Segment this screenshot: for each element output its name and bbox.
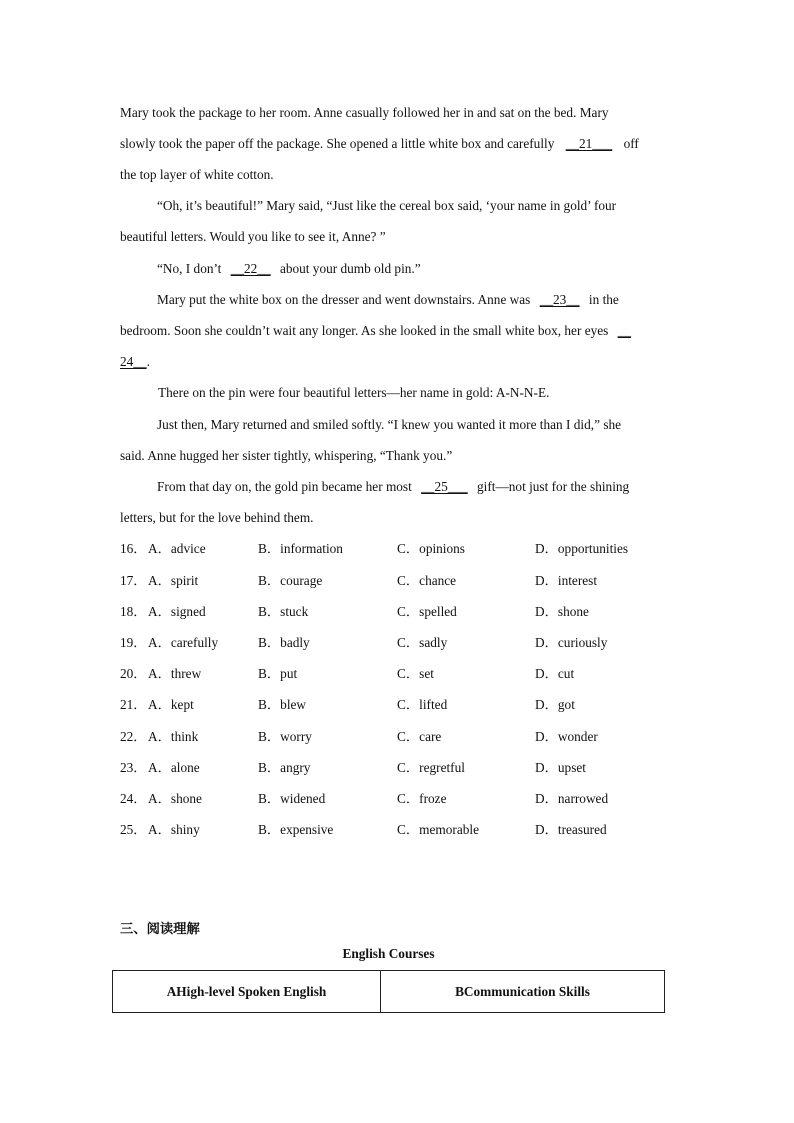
passage-line: “No, I don’t __22__ about your dumb old pin.” — [157, 261, 421, 276]
option-a[interactable]: A．alone — [148, 760, 200, 775]
passage-line: Mary took the package to her room. Anne casually followed her in and sat on the bed. Mary — [120, 105, 609, 120]
passage-line: From that day on, the gold pin became her most __25___ gift—not just for the shining — [157, 479, 630, 494]
question-number: 17． — [120, 573, 147, 588]
passage-line: Just then, Mary returned and smiled softly. “I knew you wanted it more than I did,” she — [157, 417, 622, 432]
blank-24-start: __ — [617, 323, 631, 338]
option-a[interactable]: A．think — [148, 729, 199, 744]
question-row — [120, 573, 680, 589]
passage-line: letters, but for the love behind them. — [120, 510, 314, 525]
course-b-cell: BCommunication Skills — [381, 971, 665, 1013]
blank-21[interactable]: __21___ — [565, 136, 613, 151]
question-number: 16． — [120, 541, 147, 556]
option-a[interactable]: A．signed — [148, 604, 206, 619]
option-c[interactable]: C．opinions — [397, 541, 465, 556]
option-a[interactable]: A．kept — [148, 697, 194, 712]
option-c[interactable]: C．memorable — [397, 822, 479, 837]
passage-line: the top layer of white cotton. — [120, 167, 274, 182]
option-b[interactable]: B．badly — [258, 635, 310, 650]
question-number: 21． — [120, 697, 147, 712]
option-a[interactable]: A．spirit — [148, 573, 199, 588]
passage-line: 24__. — [120, 354, 150, 369]
question-number: 25． — [120, 822, 147, 837]
passage-line: “Oh, it’s beautiful!” Mary said, “Just like the cereal box said, ‘your name in gold’ four — [157, 198, 617, 213]
option-b[interactable]: B．expensive — [258, 822, 334, 837]
option-d[interactable]: D．shone — [535, 604, 589, 619]
option-c[interactable]: C．spelled — [397, 604, 457, 619]
passage-line: There on the pin were four beautiful letters—her name in gold: A-N-N-E. — [158, 385, 550, 400]
option-a[interactable]: A．shiny — [148, 822, 200, 837]
option-c[interactable]: C．lifted — [397, 697, 448, 712]
option-d[interactable]: D．upset — [535, 760, 586, 775]
passage-line: beautiful letters. Would you like to see it, Anne? ” — [120, 229, 386, 244]
option-d[interactable]: D．interest — [535, 573, 598, 588]
option-c[interactable]: C．sadly — [397, 635, 448, 650]
option-a[interactable]: A．threw — [148, 666, 202, 681]
course-a-cell: AHigh-level Spoken English — [113, 971, 381, 1013]
option-d[interactable]: D．got — [535, 697, 575, 712]
option-b[interactable]: B．courage — [258, 573, 323, 588]
option-b[interactable]: B．blew — [258, 697, 307, 712]
option-d[interactable]: D．narrowed — [535, 791, 609, 806]
option-b[interactable]: B．widened — [258, 791, 326, 806]
question-row — [120, 791, 680, 807]
option-a[interactable]: A．shone — [148, 791, 202, 806]
option-c[interactable]: C．set — [397, 666, 434, 681]
passage-line: Mary put the white box on the dresser and went downstairs. Anne was __23__ in the — [157, 292, 619, 307]
option-b[interactable]: B．stuck — [258, 604, 309, 619]
question-row — [120, 604, 680, 620]
option-b[interactable]: B．angry — [258, 760, 311, 775]
option-d[interactable]: D．treasured — [535, 822, 607, 837]
option-d[interactable]: D．opportunities — [535, 541, 629, 556]
blank-23[interactable]: __23__ — [539, 292, 580, 307]
option-d[interactable]: D．cut — [535, 666, 575, 681]
option-c[interactable]: C．chance — [397, 573, 457, 588]
option-b[interactable]: B．information — [258, 541, 343, 556]
table-row — [113, 971, 665, 1013]
option-c[interactable]: C．froze — [397, 791, 447, 806]
question-row — [120, 760, 680, 776]
option-c[interactable]: C．care — [397, 729, 442, 744]
blank-24[interactable]: 24__ — [120, 354, 147, 369]
question-row — [120, 666, 680, 682]
question-row — [120, 729, 680, 745]
passage-line: bedroom. Soon she couldn’t wait any longer. As she looked in the small white box, her eyes __ — [120, 323, 631, 338]
question-number: 19． — [120, 635, 147, 650]
option-d[interactable]: D．curiously — [535, 635, 608, 650]
question-number: 24． — [120, 791, 147, 806]
question-number: 22． — [120, 729, 147, 744]
blank-25[interactable]: __25___ — [421, 479, 468, 494]
question-row — [120, 541, 680, 557]
section-title: 三、阅读理解 — [120, 922, 200, 937]
courses-table — [112, 970, 665, 1013]
option-c[interactable]: C．regretful — [397, 760, 465, 775]
table-title: English Courses — [342, 946, 435, 961]
blank-22[interactable]: __22__ — [230, 261, 271, 276]
option-b[interactable]: B．worry — [258, 729, 312, 744]
question-row — [120, 697, 680, 713]
question-row — [120, 822, 680, 838]
question-row — [120, 635, 680, 651]
option-a[interactable]: A．carefully — [148, 635, 219, 650]
question-number: 18． — [120, 604, 147, 619]
option-b[interactable]: B．put — [258, 666, 298, 681]
passage-line: slowly took the paper off the package. She opened a little white box and carefully __21___ off — [120, 136, 639, 151]
option-d[interactable]: D．wonder — [535, 729, 598, 744]
option-a[interactable]: A．advice — [148, 541, 206, 556]
question-number: 20． — [120, 666, 147, 681]
question-number: 23． — [120, 760, 147, 775]
passage-line: said. Anne hugged her sister tightly, whispering, “Thank you.” — [120, 448, 453, 463]
